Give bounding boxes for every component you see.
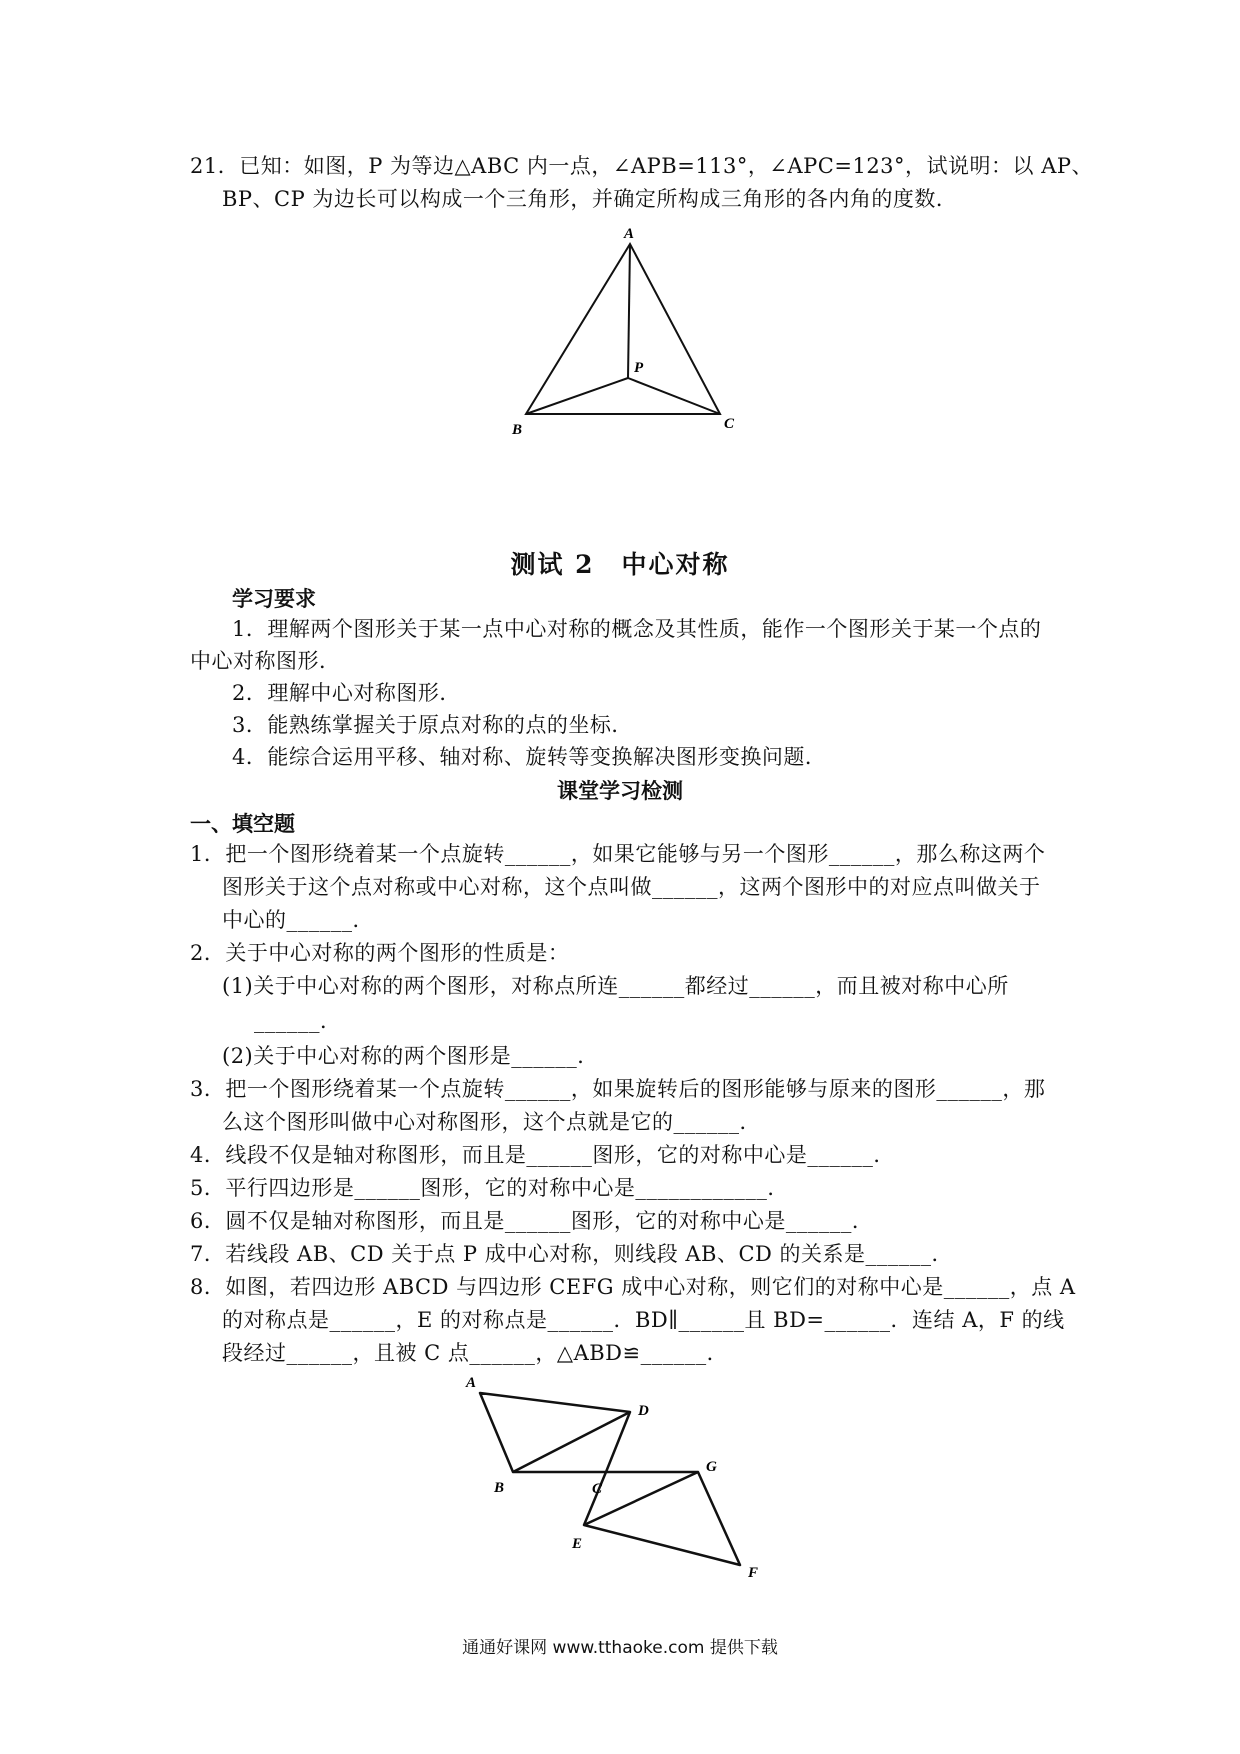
part-heading: 一、填空题 [190,811,295,836]
question-8-line-2: 的对称点是______，E 的对称点是______．BD∥______且 BD=______．连结 A，F 的线 [222,1308,1065,1332]
requirement-3: 3．能熟练掌握关于原点对称的点的坐标． [232,713,633,737]
question-2-line-4: (2)关于中心对称的两个图形是______． [222,1044,599,1068]
quadrilateral-abcd [480,1393,630,1472]
q21-line-1: 21．已知：如图，P 为等边△ABC 内一点，∠APB=113°，∠APC=123°，试说明：以 AP、 [190,154,1094,178]
question-7: 7．若线段 AB、CD 关于点 P 成中心对称，则线段 AB、CD 的关系是______． [190,1242,954,1266]
fig-label-d: D [638,1403,649,1419]
label-c: C [724,416,735,432]
question-1-line-1: 1．把一个图形绕着某一个点旋转______，如果它能够与另一个图形______，那么称这两个 [190,842,1046,866]
fig-label-g: G [706,1459,717,1475]
requirements-heading: 学习要求 [232,586,316,611]
fig-label-f: F [748,1565,759,1581]
question-6: 6．圆不仅是轴对称图形，而且是______图形，它的对称中心是______． [190,1209,874,1233]
requirement-1-line-2: 中心对称图形． [190,649,341,673]
fig-label-c: C [592,1481,603,1497]
question-1-line-2: 图形关于这个点对称或中心对称，这个点叫做______，这两个图形中的对应点叫做关于 [222,875,1041,899]
fig-label-b: B [494,1480,505,1496]
question-5: 5．平行四边形是______图形，它的对称中心是____________． [190,1176,789,1200]
label-b: B [512,422,523,438]
question-3-line-1: 3．把一个图形绕着某一个点旋转______，如果旋转后的图形能够与原来的图形______，那 [190,1077,1046,1101]
fig-label-a: A [466,1375,477,1391]
label-p: P [634,360,644,376]
test-title: 测试 2 中心对称 [510,550,730,579]
q21-line-2: BP、CP 为边长可以构成一个三角形，并确定所构成三角形的各内角的度数． [222,187,958,211]
section-title: 课堂学习检测 [557,778,683,803]
question-2-line-1: 2．关于中心对称的两个图形的性质是： [190,941,570,965]
quadrilateral-figure [460,1365,800,1590]
requirement-1-line-1: 1．理解两个图形关于某一点中心对称的概念及其性质，能作一个图形关于某一个点的 [232,617,1042,641]
triangle-abc [526,244,720,414]
quadrilateral-cefg [584,1472,740,1565]
requirement-2: 2．理解中心对称图形． [232,681,461,705]
question-4: 4．线段不仅是轴对称图形，而且是______图形，它的对称中心是______． [190,1143,895,1167]
requirement-4: 4．能综合运用平移、轴对称、旋转等变换解决图形变换问题． [232,745,827,769]
label-a: A [624,226,635,242]
question-1-line-3: 中心的______． [222,908,374,932]
diagonal-bd [513,1412,630,1472]
fig-label-e: E [572,1536,583,1552]
question-2-line-3: ______． [254,1009,342,1033]
segment-cp [628,378,720,414]
question-8-line-1: 8．如图，若四边形 ABCD 与四边形 CEFG 成中心对称，则它们的对称中心是______，点 A [190,1275,1076,1299]
segment-bp [526,378,628,414]
segment-ap [628,244,630,378]
question-8-line-3: 段经过______，且被 C 点______，△ABD≌______． [222,1341,729,1365]
diagonal-eg [584,1472,698,1525]
page-footer: 通通好课网 www.tthaoke.com 提供下载 [462,1638,778,1658]
question-2-line-2: (1)关于中心对称的两个图形，对称点所连______都经过______，而且被对称中心所 [222,974,1009,998]
triangle-abc-figure [500,222,760,442]
question-3-line-2: 么这个图形叫做中心对称图形，这个点就是它的______． [222,1110,761,1134]
